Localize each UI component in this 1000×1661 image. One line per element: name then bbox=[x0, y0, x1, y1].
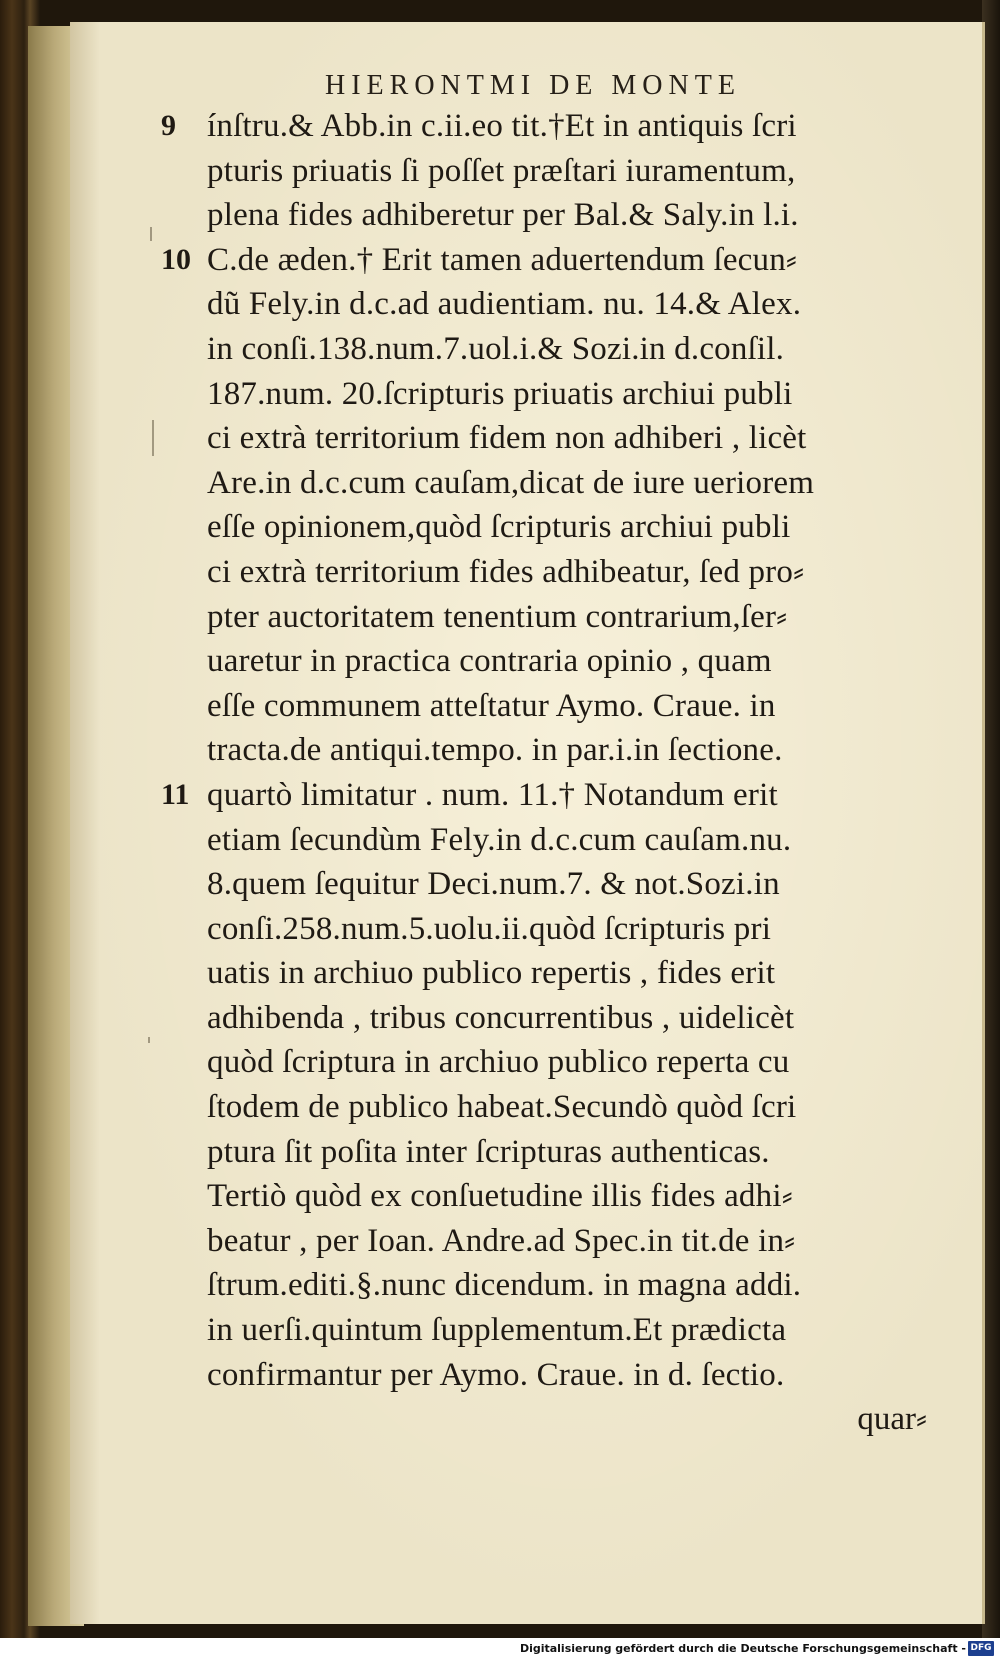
text-line bbox=[207, 327, 927, 372]
line-text: dũ Fely.in d.c.ad audientiam. nu. 14.& Alex. bbox=[207, 286, 802, 323]
running-head: HIERONTMI DE MONTE bbox=[325, 70, 741, 101]
text-line bbox=[207, 907, 927, 952]
line-text: ínſtru.& Abb.in c.ii.eo tit.†Et in antiquis ſcri bbox=[207, 108, 797, 144]
text-line bbox=[207, 193, 927, 238]
line-text: ci extrà territorium fides adhibeatur, ſed pro⸗ bbox=[207, 553, 805, 590]
line-text: C.de æden.† Erit tamen aduertendum ſecun⸗ bbox=[207, 241, 798, 278]
text-line bbox=[207, 149, 927, 194]
text-line bbox=[207, 1263, 927, 1308]
page-text-block bbox=[161, 104, 927, 1442]
line-text: Are.in d.c.cum cauſam,dicat de iure ueriorem bbox=[207, 464, 815, 501]
dfg-logo-icon: DFG bbox=[968, 1641, 994, 1656]
text-line bbox=[207, 1040, 927, 1085]
text-line bbox=[207, 372, 927, 417]
line-text: ci extrà territorium fidem non adhiberi , licèt bbox=[207, 420, 807, 457]
line-text: in uerſi.quintum ſupplementum.Et prædicta bbox=[207, 1312, 787, 1349]
line-text: in conſi.138.num.7.uol.i.& Sozi.in d.conſil. bbox=[207, 330, 785, 367]
line-text: conſi.258.num.5.uolu.ii.quòd ſcripturis pri bbox=[207, 910, 772, 947]
text-line bbox=[207, 461, 927, 506]
margin-note-number: 9 bbox=[161, 109, 176, 142]
text-line bbox=[207, 505, 927, 550]
text-line bbox=[207, 1130, 927, 1175]
line-text: plena fides adhiberetur per Bal.& Saly.in l.i. bbox=[207, 197, 799, 234]
text-line bbox=[207, 1085, 927, 1130]
margin-note-number: 11 bbox=[161, 777, 190, 811]
text-line bbox=[161, 104, 927, 149]
line-text: uaretur in practica contraria opinio , quam bbox=[207, 643, 772, 680]
text-line bbox=[207, 595, 927, 640]
line-text: 8.quem ſequitur Deci.num.7. & not.Sozi.in bbox=[207, 866, 780, 903]
footer-bar bbox=[0, 1638, 1000, 1661]
text-line bbox=[207, 862, 927, 907]
text-line bbox=[207, 1308, 927, 1353]
catchword: quar⸗ bbox=[857, 1401, 927, 1438]
text-line bbox=[207, 1353, 927, 1398]
line-text: quòd ſcriptura in archiuo publico reperta cu bbox=[207, 1044, 790, 1081]
text-line bbox=[207, 728, 927, 773]
margin-speck bbox=[152, 420, 154, 456]
text-line bbox=[207, 1174, 927, 1219]
text-line bbox=[207, 818, 927, 863]
text-line bbox=[207, 639, 927, 684]
text-line bbox=[207, 951, 927, 996]
line-text: ptura ſit poſita inter ſcripturas authenticas. bbox=[207, 1133, 770, 1170]
footer-credit: Digitalisierung gefördert durch die Deutsche Forschungsgemeinschaft - bbox=[519, 1642, 966, 1655]
line-text: eſſe opinionem,quòd ſcripturis archiui publi bbox=[207, 509, 791, 546]
margin-speck bbox=[148, 1037, 150, 1043]
line-text: quartò limitatur . num. 11.† Notandum erit bbox=[207, 776, 778, 813]
line-text: ſtrum.editi.§.nunc dicendum. in magna addi. bbox=[207, 1267, 802, 1304]
line-text: etiam ſecundùm Fely.in d.c.cum cauſam.nu. bbox=[207, 821, 792, 858]
text-line bbox=[161, 238, 927, 283]
line-text: Tertiò quòd ex conſuetudine illis fides adhi⸗ bbox=[207, 1178, 793, 1215]
line-text: adhibenda , tribus concurrentibus , uidelicèt bbox=[207, 999, 795, 1036]
line-text: confirmantur per Aymo. Craue. in d. ſectio. bbox=[207, 1356, 785, 1393]
line-text: pturis priuatis ſi poſſet præſtari iuramentum, bbox=[207, 152, 796, 189]
line-text: pter auctoritatem tenentium contrarium,ſer⸗ bbox=[207, 598, 788, 635]
margin-speck bbox=[150, 227, 152, 241]
text-line bbox=[207, 416, 927, 461]
text-line bbox=[207, 996, 927, 1041]
line-text: 187.num. 20.ſcripturis priuatis archiui publi bbox=[207, 375, 793, 412]
line-text: eſſe communem atteſtatur Aymo. Craue. in bbox=[207, 687, 776, 724]
line-text: beatur , per Ioan. Andre.ad Spec.in tit.de in⸗ bbox=[207, 1222, 796, 1259]
margin-note-number: 10 bbox=[161, 242, 191, 276]
line-text: tracta.de antiqui.tempo. in par.i.in ſectione. bbox=[207, 732, 783, 769]
text-line bbox=[207, 550, 927, 595]
text-line bbox=[207, 282, 927, 327]
text-line bbox=[207, 1219, 927, 1264]
line-text: ſtodem de publico habeat.Secundò quòd ſcri bbox=[207, 1089, 797, 1126]
text-line bbox=[161, 773, 927, 818]
line-text: uatis in archiuo publico repertis , fides erit bbox=[207, 955, 776, 992]
text-line bbox=[207, 684, 927, 729]
